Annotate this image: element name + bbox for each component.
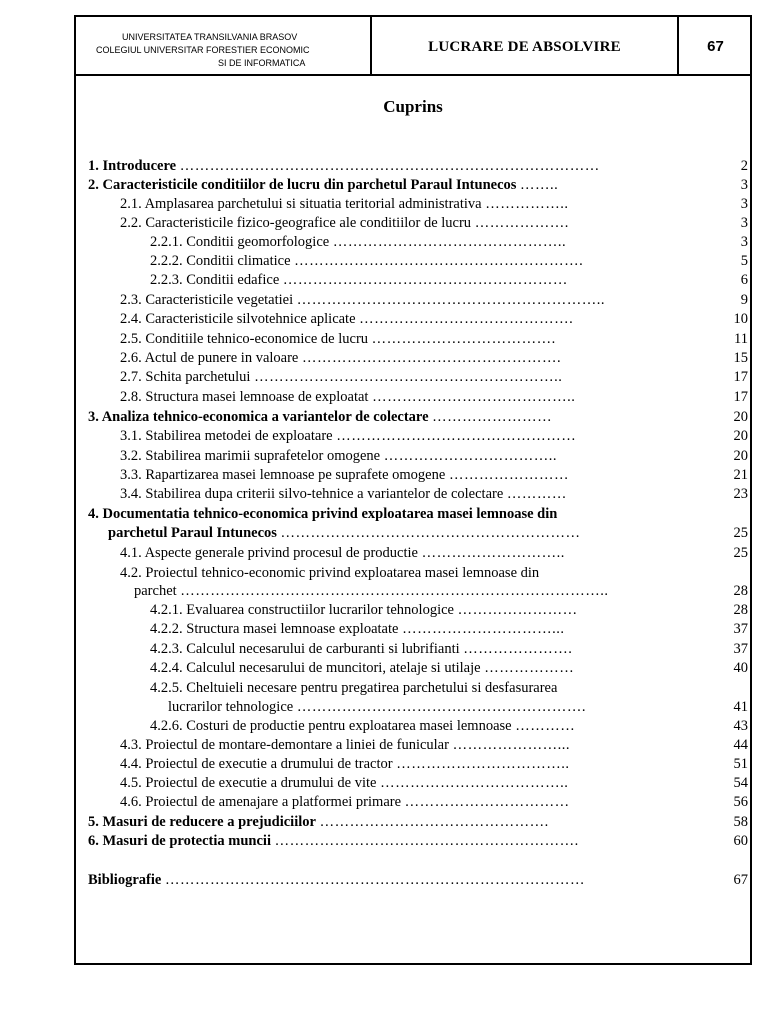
toc-leader-dots: …………………. bbox=[463, 641, 573, 657]
toc-entry-page: 67 bbox=[733, 872, 748, 888]
toc-entry-page: 11 bbox=[734, 331, 748, 347]
contents-heading: Cuprins bbox=[383, 97, 443, 116]
toc-entry bbox=[88, 157, 684, 176]
toc-leader-dots: …………………………………………………… bbox=[280, 525, 581, 541]
toc-entry bbox=[120, 195, 684, 214]
toc-leader-dots: ………………………………………… bbox=[336, 428, 577, 444]
toc-entry-page: 9 bbox=[740, 292, 748, 308]
toc-leader-dots: ……………………………………. bbox=[359, 311, 574, 327]
toc-entry bbox=[120, 755, 684, 774]
toc-entry bbox=[150, 233, 684, 252]
toc-entry-title: 5. Masuri de reducere a prejudiciilor bbox=[88, 814, 316, 830]
toc-entry-title: lucrarilor tehnologice bbox=[168, 699, 294, 715]
toc-leader-dots: ……………… bbox=[484, 660, 575, 676]
toc-entry bbox=[120, 214, 684, 233]
toc-entry bbox=[150, 271, 684, 290]
toc-entry bbox=[150, 679, 684, 698]
page-frame bbox=[74, 15, 752, 965]
toc-leader-dots: …………………… bbox=[457, 602, 578, 618]
toc-entry-page: 3 bbox=[740, 196, 748, 212]
toc-entry-page: 3 bbox=[740, 234, 748, 250]
toc-entry-page: 51 bbox=[733, 756, 748, 772]
toc-entry-title: 4.2.4. Calculul necesarului de muncitori, atelaje si utilaje bbox=[150, 660, 481, 676]
toc-entry-page: 25 bbox=[733, 525, 748, 541]
toc-entry bbox=[88, 871, 684, 890]
toc-entry-title: 4.1. Aspecte generale privind procesul de productie bbox=[120, 545, 418, 561]
toc-entry-title: 2.2.1. Conditii geomorfologice bbox=[150, 234, 330, 250]
toc-entry-title: 3. Analiza tehnico-economica a variantelor de colectare bbox=[88, 409, 429, 425]
toc-leader-dots: …………………………………………………….. bbox=[254, 369, 563, 385]
toc-entry bbox=[120, 466, 684, 485]
document-title: LUCRARE DE ABSOLVIRE bbox=[428, 39, 621, 55]
toc-entry-page: 56 bbox=[733, 794, 748, 810]
toc-entry-page: 6 bbox=[740, 272, 748, 288]
toc-entry bbox=[150, 640, 684, 659]
toc-entry bbox=[88, 832, 684, 851]
toc-leader-dots: ……………………………………….. bbox=[332, 234, 567, 250]
toc-leader-dots: ………… bbox=[515, 718, 576, 734]
toc-entry-page: 10 bbox=[733, 311, 748, 327]
toc-leader-dots: ………… bbox=[506, 486, 567, 502]
toc-leader-dots: …………………………... bbox=[402, 621, 565, 637]
toc-leader-dots: ………………………………. bbox=[371, 331, 556, 347]
toc-entry-title: 2.3. Caracteristicile vegetatiei bbox=[120, 292, 294, 308]
toc-entry-title: 2.4. Caracteristicile silvotehnice aplicate bbox=[120, 311, 356, 327]
toc-entry-title: 6. Masuri de protectia muncii bbox=[88, 833, 271, 849]
title-cell bbox=[372, 17, 679, 74]
toc-entry-title: parchetul Paraul Intunecos bbox=[108, 525, 277, 541]
toc-leader-dots: ……………………….. bbox=[421, 545, 565, 561]
toc-entry-page: 37 bbox=[733, 641, 748, 657]
toc-entry bbox=[168, 698, 684, 717]
toc-entry-title: Bibliografie bbox=[88, 872, 162, 888]
toc-entry-page: 44 bbox=[733, 737, 748, 753]
toc-leader-dots: …….. bbox=[520, 177, 559, 193]
toc-entry bbox=[120, 349, 684, 368]
toc-entry bbox=[108, 524, 684, 543]
toc-entry-page: 37 bbox=[733, 621, 748, 637]
toc-leader-dots: …………………………….. bbox=[383, 448, 557, 464]
institution-line-1: UNIVERSITATEA TRANSILVANIA BRASOV bbox=[122, 32, 298, 42]
toc-entry-title: 4.6. Proiectul de amenajare a platformei primare bbox=[120, 794, 402, 810]
toc-entry-title: 2.6. Actul de punere in valoare bbox=[120, 350, 299, 366]
toc-entry-title: 2.7. Schita parchetului bbox=[120, 369, 251, 385]
toc-entry bbox=[150, 659, 684, 678]
toc-leader-dots: …………………… bbox=[432, 409, 553, 425]
toc-entry-page: 54 bbox=[733, 775, 748, 791]
toc-leader-dots: ………………………………………………… bbox=[282, 272, 568, 288]
toc-leader-dots: …………………… bbox=[448, 467, 569, 483]
toc-entry-title: 4.2.2. Structura masei lemnoase exploatate bbox=[150, 621, 399, 637]
toc-entry bbox=[120, 291, 684, 310]
toc-leader-dots: …………….. bbox=[485, 196, 569, 212]
institution-cell bbox=[76, 17, 372, 74]
toc-leader-dots: ………………………………………………………………………… bbox=[179, 158, 600, 174]
toc-leader-dots: …………………………….. bbox=[396, 756, 570, 772]
toc-entry-page: 20 bbox=[733, 448, 748, 464]
toc-leader-dots: …………………………………………………. bbox=[294, 253, 584, 269]
toc-entry-page: 28 bbox=[733, 583, 748, 599]
toc-entry-title: 2. Caracteristicile conditiilor de lucru din parchetul Paraul Intunecos bbox=[88, 177, 517, 193]
toc-entry bbox=[134, 582, 684, 601]
toc-entry bbox=[88, 408, 684, 427]
toc-entry bbox=[120, 427, 684, 446]
toc-entry-title: 4.4. Proiectul de executie a drumului de tractor bbox=[120, 756, 393, 772]
toc-entry bbox=[120, 485, 684, 504]
institution-line-3: SI DE INFORMATICA bbox=[218, 58, 306, 68]
toc-entry-page: 60 bbox=[733, 833, 748, 849]
toc-entry-title: parchet bbox=[134, 583, 177, 599]
toc-entry bbox=[120, 310, 684, 329]
toc-leader-dots: ………………………………………………………………………….. bbox=[180, 583, 609, 599]
toc-entry-page: 43 bbox=[733, 718, 748, 734]
toc-leader-dots: ………………………………….. bbox=[372, 389, 576, 405]
toc-entry-page: 17 bbox=[733, 369, 748, 385]
toc-leader-dots: ………………………………………. bbox=[319, 814, 549, 830]
toc-entry-page: 23 bbox=[733, 486, 748, 502]
toc-entry-title: 4.2.1. Evaluarea constructiilor lucrarilor tehnologice bbox=[150, 602, 454, 618]
institution-line-2: COLEGIUL UNIVERSITAR FORESTIER ECONOMIC bbox=[96, 45, 310, 55]
toc-entry-title: 3.1. Stabilirea metodei de exploatare bbox=[120, 428, 333, 444]
toc-leader-dots: ………………………………………………………………………… bbox=[164, 872, 585, 888]
toc-entry-page: 40 bbox=[733, 660, 748, 676]
toc-entry bbox=[150, 717, 684, 736]
toc-entry bbox=[150, 601, 684, 620]
page-header bbox=[76, 17, 750, 76]
toc-entry-page: 17 bbox=[733, 389, 748, 405]
toc-entry bbox=[120, 447, 684, 466]
toc-entry-title: 2.8. Structura masei lemnoase de exploatat bbox=[120, 389, 369, 405]
toc-entry-page: 41 bbox=[733, 699, 748, 715]
toc-entry-title: 2.2.3. Conditii edafice bbox=[150, 272, 280, 288]
toc-entry bbox=[88, 813, 684, 832]
toc-entry-title: 4.2.5. Cheltuieli necesare pentru pregatirea parchetului si desfasurarea bbox=[150, 680, 558, 696]
toc-entry bbox=[150, 252, 684, 271]
toc-entry bbox=[150, 620, 684, 639]
toc-entry-page: 15 bbox=[733, 350, 748, 366]
toc-entry bbox=[120, 388, 684, 407]
page-number: 67 bbox=[707, 38, 724, 55]
toc-leader-dots: ……………………………………………. bbox=[302, 350, 562, 366]
toc-leader-dots: …………………………… bbox=[404, 794, 570, 810]
toc-leader-dots: ……………………………………………………. bbox=[274, 833, 579, 849]
toc-entry-title: 2.2.2. Conditii climatice bbox=[150, 253, 291, 269]
toc-entry-title: 1. Introducere bbox=[88, 158, 177, 174]
toc-entry-title: 2.1. Amplasarea parchetului si situatia teritorial administrativa bbox=[120, 196, 482, 212]
toc-leader-dots: ………………. bbox=[474, 215, 569, 231]
toc-entry-page: 20 bbox=[733, 409, 748, 425]
toc-entry-page: 5 bbox=[740, 253, 748, 269]
toc-entry-title: 4. Documentatia tehnico-economica privind exploatarea masei lemnoase din bbox=[88, 506, 558, 522]
toc-leader-dots: …………………………………………………….. bbox=[296, 292, 605, 308]
page-number-cell bbox=[679, 17, 752, 74]
toc-entry-title: 3.3. Rapartizarea masei lemnoase pe suprafete omogene bbox=[120, 467, 446, 483]
toc-entry bbox=[120, 793, 684, 812]
toc-entry-title: 2.5. Conditiile tehnico-economice de lucru bbox=[120, 331, 369, 347]
toc-entry bbox=[88, 176, 684, 195]
toc-entry bbox=[120, 774, 684, 793]
toc-entry bbox=[120, 330, 684, 349]
toc-entry-title: 4.2.3. Calculul necesarului de carburanti si lubrifianti bbox=[150, 641, 460, 657]
toc-entry-title: 2.2. Caracteristicile fizico-geografice ale conditiilor de lucru bbox=[120, 215, 472, 231]
toc-entry-page: 21 bbox=[733, 467, 748, 483]
toc-entry bbox=[120, 544, 684, 563]
toc-leader-dots: …………………………………………………. bbox=[296, 699, 586, 715]
toc-entry bbox=[120, 736, 684, 755]
toc-entry bbox=[120, 564, 684, 583]
toc-entry-title: 4.3. Proiectul de montare-demontare a liniei de funicular bbox=[120, 737, 449, 753]
toc-entry-title: 4.2.6. Costuri de productie pentru exploatarea masei lemnoase bbox=[150, 718, 512, 734]
toc-entry bbox=[120, 368, 684, 387]
toc-entry-title: 4.2. Proiectul tehnico-economic privind exploatarea masei lemnoase din bbox=[120, 565, 540, 581]
toc-entry-page: 58 bbox=[733, 814, 748, 830]
toc-leader-dots: …………………... bbox=[452, 737, 570, 753]
toc-entry-page: 28 bbox=[733, 602, 748, 618]
toc-entry-page: 3 bbox=[740, 177, 748, 193]
toc-entry-title: 4.5. Proiectul de executie a drumului de vite bbox=[120, 775, 377, 791]
toc-entry bbox=[88, 505, 684, 524]
toc-leader-dots: ……………………………….. bbox=[380, 775, 569, 791]
toc-entry-title: 3.2. Stabilirea marimii suprafetelor omogene bbox=[120, 448, 381, 464]
toc-entry-page: 25 bbox=[733, 545, 748, 561]
toc-entry-page: 3 bbox=[740, 215, 748, 231]
toc-entry-title: 3.4. Stabilirea dupa criterii silvo-tehnice a variantelor de colectare bbox=[120, 486, 504, 502]
toc-entry-page: 2 bbox=[740, 158, 748, 174]
toc-entry-page: 20 bbox=[733, 428, 748, 444]
